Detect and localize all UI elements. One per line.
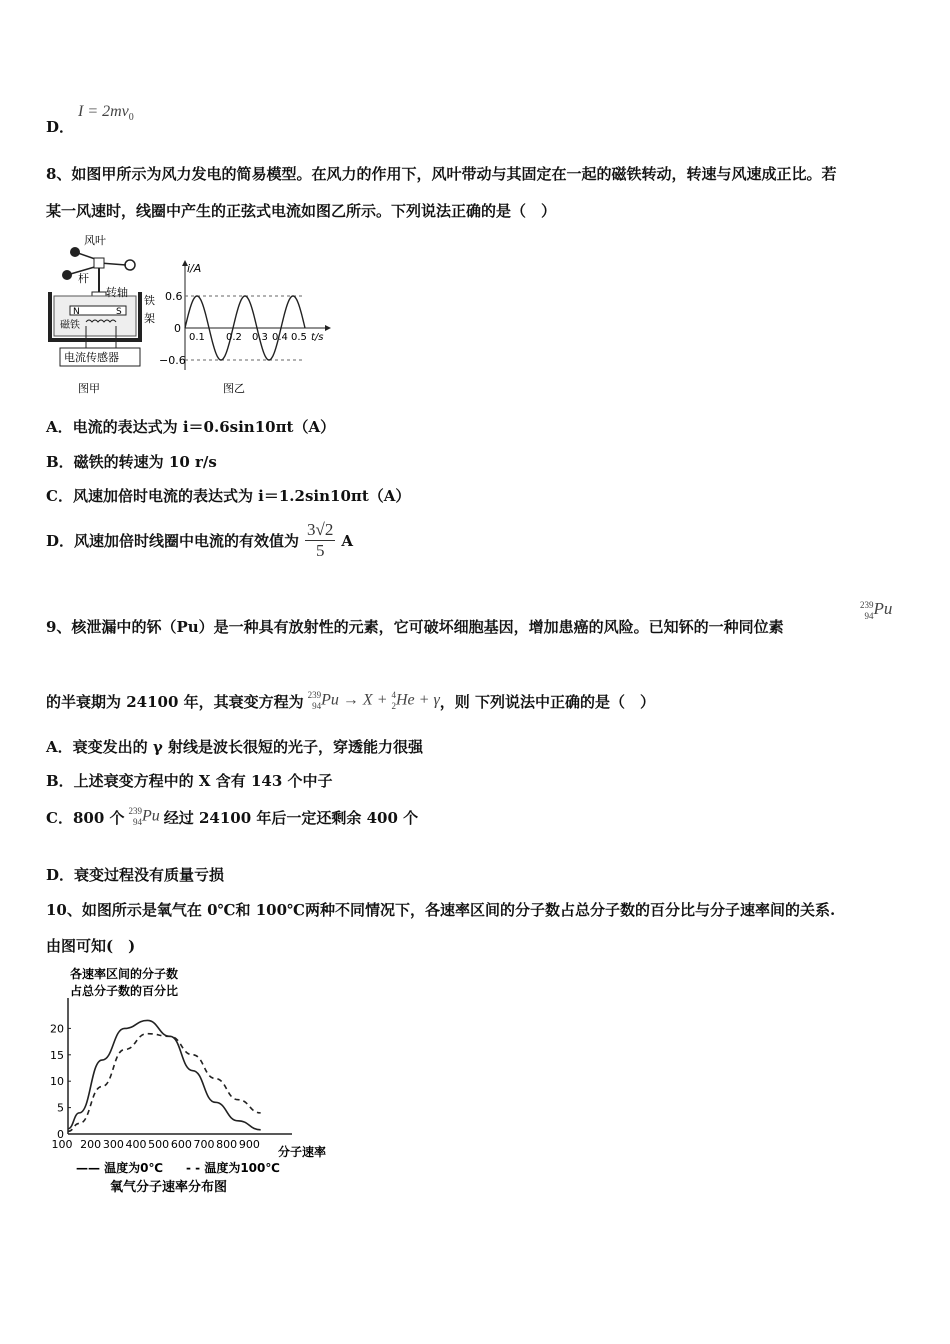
q8-figure-a [40, 230, 170, 400]
fig-b-xtick: 0.4 [272, 332, 288, 343]
q8-stem-line2: 某一风速时，线圈中产生的正弦式电流如图乙所示。下列说法正确的是（ ） [46, 202, 557, 220]
chart-legend-0c: —— 温度为0℃ [76, 1161, 164, 1175]
q9-isotope-pu: 239 94 Pu [860, 599, 893, 621]
label-citie: 磁铁 [60, 320, 80, 331]
q9-option-a: A．衰变发出的 γ 射线是波长很短的光子，穿透能力很强 [46, 738, 423, 756]
q10-stem-line1: 10、如图所示是氧气在 0℃和 100℃两种不同情况下，各速率区间的分子数占总分子数的百分比与分子速率间的关系. [46, 901, 836, 919]
figure-b-caption: 图乙 [223, 382, 245, 395]
q9-option-b: B．上述衰变方程中的 X 含有 143 个中子 [46, 772, 333, 790]
q8-stem-line1: 8、如图甲所示为风力发电的简易模型。在风力的作用下，风叶带动与其固定在一起的磁铁转动，转速与风速成正比。若 [46, 165, 837, 183]
q10-velocity-distribution-chart [40, 962, 340, 1202]
label-fengye: 风叶 [84, 234, 106, 247]
q8-option-b: B．磁铁的转速为 10 r/s [46, 453, 217, 471]
chart-title: 氧气分子速率分布图 [110, 1180, 228, 1195]
q8-option-d-prefix: D．风速加倍时线圈中电流的有效值为 [46, 532, 300, 550]
fig-b-xtick: 0.1 [189, 332, 205, 343]
q8-option-d-fraction: $\frac{3√2}{5}$ [307, 520, 334, 560]
q8-option-d-suffix: A [341, 531, 353, 550]
chart-ylabel-line2: 占总分子数的百分比 [70, 984, 179, 998]
label-zhuanzhou: 转轴 [106, 286, 128, 299]
label-tie: 铁 [144, 294, 155, 307]
chart-x-tick: 700 [193, 1138, 215, 1151]
chart-xlabel: 分子速率 [278, 1145, 327, 1159]
fig-b-ytick-0: 0 [174, 322, 181, 335]
label-jia: 架 [144, 312, 155, 325]
chart-y-tick: 0 [57, 1128, 64, 1141]
blade-cup-icon [125, 260, 135, 270]
chart-x-tick: 600 [170, 1138, 192, 1151]
q8-option-d [46, 520, 353, 561]
chart-x-tick: 500 [148, 1138, 170, 1151]
label-gan: 杆 [78, 272, 89, 285]
prev-option-d-label: D． [46, 118, 75, 136]
chart-series-0c [68, 1020, 261, 1129]
q8-option-c: C．风速加倍时电流的表达式为 i＝1.2sin10πt（A） [46, 487, 411, 505]
chart-y-tick: 15 [50, 1048, 64, 1062]
q10-stem-line2: 由图可知( ) [46, 937, 136, 955]
label-n: N [73, 307, 80, 317]
figure-a-caption: 图甲 [78, 382, 100, 395]
fig-b-xtick: 0.2 [226, 332, 242, 343]
chart-x-tick: 300 [102, 1138, 124, 1151]
chart-x-tick: 200 [80, 1138, 102, 1151]
fig-b-xtick: 0.3 [252, 332, 268, 343]
q9-option-c-prefix: C．800 个 [46, 808, 125, 827]
chart-legend-100c: - - 温度为100℃ [186, 1161, 280, 1175]
fig-b-xtick: 0.5 [291, 332, 307, 343]
chart-x-tick: 100 [51, 1138, 73, 1151]
chart-y-tick: 10 [50, 1075, 64, 1089]
prev-option-d-formula: $I = 2mv_0$ [78, 103, 134, 124]
q8-figure-b [159, 258, 335, 400]
q9-option-c [46, 806, 418, 828]
q9-decay-equation: 239 94 Pu → X + 4 2 He + γ [307, 690, 440, 711]
fig-b-ytick-0.6: 0.6 [165, 290, 183, 303]
q9-stem-line1: 9、核泄漏中的钚（Pu）是一种具有放射性的元素，它可破坏细胞基因，增加患癌的风险。已知钚的一种同位素 [46, 618, 784, 636]
chart-x-tick: 400 [125, 1138, 147, 1151]
q9-option-d: D．衰变过程没有质量亏损 [46, 866, 225, 884]
q9-line2-suffix: ，则 下列说法中正确的是（ ） [439, 692, 655, 711]
chart-series-100c [68, 1034, 261, 1132]
q8-option-a: A．电流的表达式为 i＝0.6sin10πt（A） [46, 418, 336, 436]
chart-y-tick: 20 [50, 1022, 64, 1036]
chart-y-tick: 5 [57, 1101, 64, 1115]
fig-b-ylabel: i/A [187, 262, 202, 275]
q9-option-c-isotope: 239 94 Pu [128, 806, 160, 827]
q9-line2-prefix: 的半衰期为 24100 年，其衰变方程为 [46, 692, 304, 711]
chart-x-tick: 800 [216, 1138, 238, 1151]
label-sensor: 电流传感器 [64, 351, 119, 364]
fig-b-xlabel: t/s [311, 332, 324, 343]
hub [94, 258, 104, 268]
q9-option-c-suffix: 经过 24100 年后一定还剩余 400 个 [163, 808, 419, 827]
q9-stem-line2 [46, 690, 655, 712]
chart-ylabel-line1: 各速率区间的分子数 [70, 967, 179, 981]
chart-x-tick: 900 [238, 1138, 260, 1151]
fig-b-ytick-neg0.6: −0.6 [159, 354, 186, 367]
label-s: S [116, 307, 122, 317]
